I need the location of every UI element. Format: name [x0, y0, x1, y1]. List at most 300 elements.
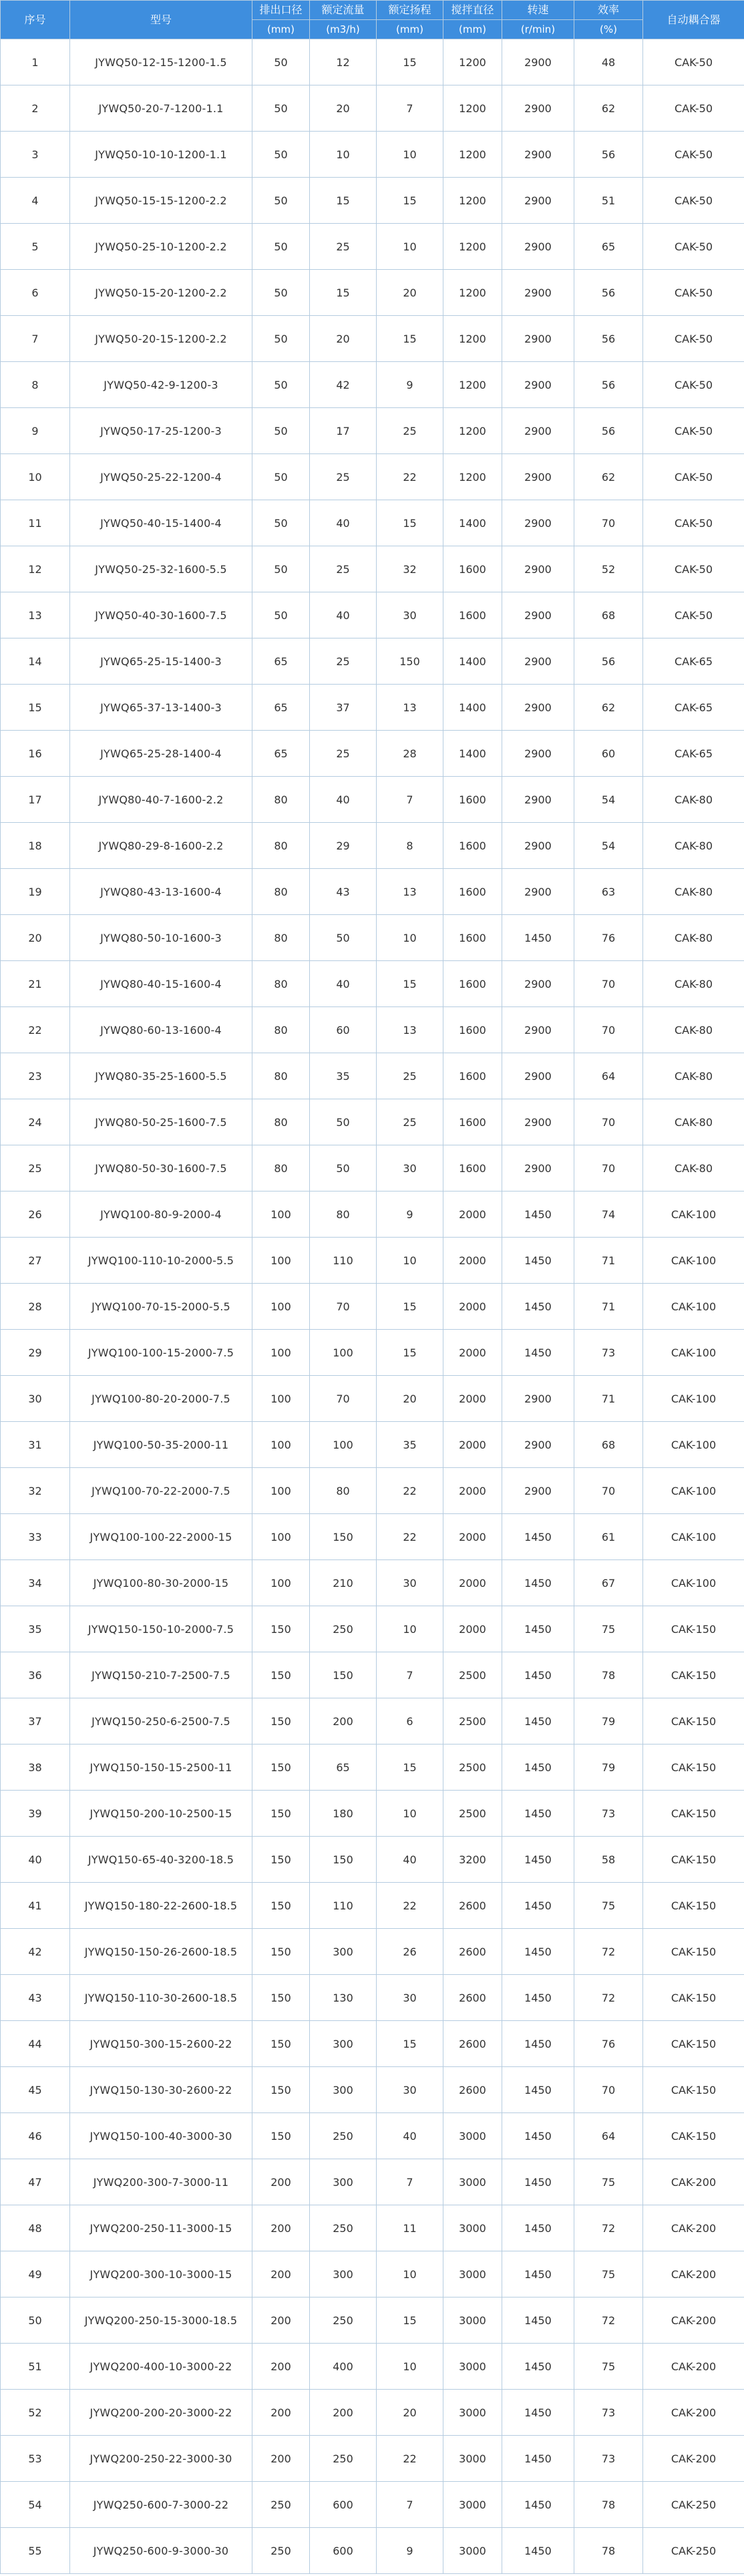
table-row	[1, 869, 744, 915]
cell-efficiency: 79	[574, 1744, 643, 1791]
cell-model: JYWQ100-80-30-2000-15	[70, 1560, 252, 1606]
cell-coupler: CAK-250	[643, 2482, 744, 2528]
table-row	[1, 2436, 744, 2482]
table-row	[1, 592, 744, 638]
cell-outlet: 80	[252, 823, 310, 869]
cell-outlet: 100	[252, 1468, 310, 1514]
cell-efficiency: 72	[574, 1929, 643, 1975]
cell-outlet: 50	[252, 408, 310, 454]
cell-index: 17	[1, 777, 70, 823]
cell-model: JYWQ150-65-40-3200-18.5	[70, 1837, 252, 1883]
cell-diameter: 2500	[443, 1652, 502, 1698]
cell-head: 28	[377, 731, 443, 777]
cell-index: 4	[1, 178, 70, 224]
cell-model: JYWQ100-100-15-2000-7.5	[70, 1330, 252, 1376]
cell-outlet: 150	[252, 1791, 310, 1837]
cell-index: 28	[1, 1284, 70, 1330]
cell-index: 18	[1, 823, 70, 869]
cell-efficiency: 56	[574, 638, 643, 685]
cell-model: JYWQ50-42-9-1200-3	[70, 362, 252, 408]
cell-index: 12	[1, 546, 70, 592]
table-row	[1, 1376, 744, 1422]
cell-flow: 40	[310, 961, 377, 1007]
cell-head: 150	[377, 638, 443, 685]
cell-index: 1	[1, 39, 70, 85]
cell-model: JYWQ150-100-40-3000-30	[70, 2113, 252, 2159]
cell-coupler: CAK-80	[643, 777, 744, 823]
cell-efficiency: 64	[574, 2113, 643, 2159]
cell-index: 11	[1, 500, 70, 546]
cell-head: 7	[377, 85, 443, 132]
cell-diameter: 1200	[443, 408, 502, 454]
cell-index: 50	[1, 2297, 70, 2344]
cell-head: 22	[377, 454, 443, 500]
cell-diameter: 1600	[443, 869, 502, 915]
cell-head: 9	[377, 1191, 443, 1238]
cell-flow: 110	[310, 1883, 377, 1929]
table-row	[1, 2528, 744, 2574]
cell-index: 21	[1, 961, 70, 1007]
cell-efficiency: 71	[574, 1376, 643, 1422]
cell-flow: 600	[310, 2528, 377, 2574]
cell-speed: 2900	[502, 85, 574, 132]
table-row	[1, 2205, 744, 2251]
cell-coupler: CAK-50	[643, 178, 744, 224]
cell-speed: 1450	[502, 2251, 574, 2297]
cell-model: JYWQ200-250-22-3000-30	[70, 2436, 252, 2482]
cell-flow: 40	[310, 500, 377, 546]
cell-diameter: 2000	[443, 1284, 502, 1330]
cell-outlet: 80	[252, 961, 310, 1007]
table-row	[1, 823, 744, 869]
cell-index: 23	[1, 1053, 70, 1099]
cell-flow: 250	[310, 2113, 377, 2159]
cell-coupler: CAK-150	[643, 1744, 744, 1791]
table-row	[1, 1422, 744, 1468]
cell-diameter: 1200	[443, 224, 502, 270]
cell-index: 47	[1, 2159, 70, 2205]
cell-efficiency: 67	[574, 1560, 643, 1606]
cell-model: JYWQ50-10-10-1200-1.1	[70, 132, 252, 178]
table-row	[1, 1145, 744, 1191]
cell-index: 22	[1, 1007, 70, 1053]
cell-outlet: 50	[252, 85, 310, 132]
cell-efficiency: 76	[574, 2021, 643, 2067]
cell-coupler: CAK-65	[643, 638, 744, 685]
table-row	[1, 731, 744, 777]
cell-diameter: 2000	[443, 1191, 502, 1238]
header-outlet-unit: (mm)	[252, 20, 310, 39]
cell-outlet: 50	[252, 362, 310, 408]
cell-index: 46	[1, 2113, 70, 2159]
cell-speed: 2900	[502, 270, 574, 316]
cell-index: 7	[1, 316, 70, 362]
cell-model: JYWQ100-50-35-2000-11	[70, 1422, 252, 1468]
cell-head: 13	[377, 1007, 443, 1053]
cell-model: JYWQ150-150-26-2600-18.5	[70, 1929, 252, 1975]
cell-efficiency: 72	[574, 1975, 643, 2021]
cell-outlet: 65	[252, 685, 310, 731]
cell-outlet: 50	[252, 500, 310, 546]
cell-model: JYWQ50-40-30-1600-7.5	[70, 592, 252, 638]
cell-diameter: 2500	[443, 1791, 502, 1837]
cell-outlet: 150	[252, 1744, 310, 1791]
cell-coupler: CAK-50	[643, 362, 744, 408]
cell-efficiency: 64	[574, 1053, 643, 1099]
cell-flow: 50	[310, 1099, 377, 1145]
cell-index: 39	[1, 1791, 70, 1837]
cell-model: JYWQ150-210-7-2500-7.5	[70, 1652, 252, 1698]
cell-speed: 1450	[502, 2528, 574, 2574]
cell-outlet: 65	[252, 638, 310, 685]
cell-diameter: 1200	[443, 454, 502, 500]
table-row	[1, 1606, 744, 1652]
cell-outlet: 50	[252, 592, 310, 638]
header-speed-unit: (r/min)	[502, 20, 574, 39]
cell-efficiency: 79	[574, 1698, 643, 1744]
cell-coupler: CAK-100	[643, 1238, 744, 1284]
cell-index: 8	[1, 362, 70, 408]
cell-head: 30	[377, 1560, 443, 1606]
cell-head: 30	[377, 2067, 443, 2113]
cell-head: 20	[377, 1376, 443, 1422]
cell-flow: 150	[310, 1837, 377, 1883]
cell-speed: 1450	[502, 2482, 574, 2528]
cell-outlet: 100	[252, 1376, 310, 1422]
cell-efficiency: 48	[574, 39, 643, 85]
cell-index: 32	[1, 1468, 70, 1514]
cell-model: JYWQ50-20-15-1200-2.2	[70, 316, 252, 362]
cell-flow: 60	[310, 1007, 377, 1053]
cell-head: 10	[377, 2344, 443, 2390]
table-row	[1, 1837, 744, 1883]
cell-flow: 200	[310, 1698, 377, 1744]
cell-speed: 2900	[502, 224, 574, 270]
cell-efficiency: 75	[574, 2344, 643, 2390]
cell-model: JYWQ80-60-13-1600-4	[70, 1007, 252, 1053]
table-row	[1, 1053, 744, 1099]
cell-model: JYWQ100-70-15-2000-5.5	[70, 1284, 252, 1330]
table-row	[1, 915, 744, 961]
cell-diameter: 3000	[443, 2297, 502, 2344]
header-head-unit: (mm)	[377, 20, 443, 39]
cell-head: 40	[377, 1837, 443, 1883]
header-index: 序号	[1, 1, 70, 39]
table-row	[1, 224, 744, 270]
cell-outlet: 50	[252, 546, 310, 592]
table-row	[1, 1007, 744, 1053]
cell-outlet: 80	[252, 1007, 310, 1053]
cell-diameter: 1600	[443, 592, 502, 638]
cell-diameter: 3000	[443, 2482, 502, 2528]
cell-head: 15	[377, 178, 443, 224]
cell-index: 52	[1, 2390, 70, 2436]
cell-diameter: 1200	[443, 85, 502, 132]
cell-flow: 150	[310, 1652, 377, 1698]
cell-coupler: CAK-200	[643, 2436, 744, 2482]
cell-efficiency: 75	[574, 2251, 643, 2297]
table-row	[1, 178, 744, 224]
cell-model: JYWQ80-40-15-1600-4	[70, 961, 252, 1007]
table-row	[1, 1791, 744, 1837]
cell-model: JYWQ100-110-10-2000-5.5	[70, 1238, 252, 1284]
cell-flow: 80	[310, 1191, 377, 1238]
table-row	[1, 1468, 744, 1514]
cell-diameter: 1600	[443, 961, 502, 1007]
cell-flow: 210	[310, 1560, 377, 1606]
cell-coupler: CAK-80	[643, 823, 744, 869]
cell-coupler: CAK-100	[643, 1560, 744, 1606]
cell-flow: 17	[310, 408, 377, 454]
cell-speed: 1450	[502, 2344, 574, 2390]
cell-outlet: 250	[252, 2482, 310, 2528]
cell-diameter: 2000	[443, 1514, 502, 1560]
cell-efficiency: 70	[574, 500, 643, 546]
cell-outlet: 80	[252, 915, 310, 961]
cell-speed: 2900	[502, 731, 574, 777]
cell-flow: 110	[310, 1238, 377, 1284]
cell-speed: 2900	[502, 408, 574, 454]
cell-index: 33	[1, 1514, 70, 1560]
cell-coupler: CAK-80	[643, 1145, 744, 1191]
header-flow: 额定流量	[310, 1, 377, 20]
table-row	[1, 1652, 744, 1698]
cell-coupler: CAK-150	[643, 1606, 744, 1652]
cell-diameter: 2600	[443, 1975, 502, 2021]
cell-outlet: 150	[252, 1698, 310, 1744]
cell-model: JYWQ80-35-25-1600-5.5	[70, 1053, 252, 1099]
cell-diameter: 2000	[443, 1560, 502, 1606]
table-body	[1, 39, 744, 2574]
cell-outlet: 150	[252, 2021, 310, 2067]
cell-head: 15	[377, 961, 443, 1007]
table-row	[1, 2344, 744, 2390]
table-row	[1, 1560, 744, 1606]
header-diameter-unit: (mm)	[443, 20, 502, 39]
cell-speed: 1450	[502, 1929, 574, 1975]
cell-flow: 130	[310, 1975, 377, 2021]
cell-speed: 1450	[502, 1514, 574, 1560]
cell-diameter: 1600	[443, 546, 502, 592]
cell-speed: 1450	[502, 1698, 574, 1744]
cell-outlet: 150	[252, 1837, 310, 1883]
cell-head: 10	[377, 1238, 443, 1284]
cell-efficiency: 73	[574, 1330, 643, 1376]
cell-flow: 15	[310, 178, 377, 224]
cell-coupler: CAK-150	[643, 1652, 744, 1698]
cell-model: JYWQ200-300-7-3000-11	[70, 2159, 252, 2205]
cell-diameter: 2000	[443, 1606, 502, 1652]
cell-efficiency: 65	[574, 224, 643, 270]
cell-coupler: CAK-200	[643, 2297, 744, 2344]
cell-coupler: CAK-150	[643, 1975, 744, 2021]
cell-coupler: CAK-80	[643, 1053, 744, 1099]
cell-model: JYWQ200-200-20-3000-22	[70, 2390, 252, 2436]
table-row	[1, 2251, 744, 2297]
cell-efficiency: 62	[574, 85, 643, 132]
cell-flow: 40	[310, 592, 377, 638]
cell-speed: 1450	[502, 2436, 574, 2482]
cell-model: JYWQ150-130-30-2600-22	[70, 2067, 252, 2113]
cell-model: JYWQ150-150-10-2000-7.5	[70, 1606, 252, 1652]
cell-diameter: 1200	[443, 316, 502, 362]
cell-model: JYWQ80-50-25-1600-7.5	[70, 1099, 252, 1145]
table-row	[1, 362, 744, 408]
table-row	[1, 500, 744, 546]
cell-flow: 70	[310, 1376, 377, 1422]
cell-index: 25	[1, 1145, 70, 1191]
cell-outlet: 200	[252, 2297, 310, 2344]
cell-head: 22	[377, 1883, 443, 1929]
cell-coupler: CAK-80	[643, 961, 744, 1007]
cell-flow: 50	[310, 915, 377, 961]
cell-coupler: CAK-150	[643, 2067, 744, 2113]
cell-diameter: 3200	[443, 1837, 502, 1883]
cell-coupler: CAK-150	[643, 1837, 744, 1883]
cell-efficiency: 58	[574, 1837, 643, 1883]
cell-efficiency: 70	[574, 961, 643, 1007]
cell-efficiency: 62	[574, 454, 643, 500]
table-row	[1, 1744, 744, 1791]
cell-efficiency: 56	[574, 316, 643, 362]
cell-coupler: CAK-150	[643, 2021, 744, 2067]
table-row	[1, 2067, 744, 2113]
cell-outlet: 100	[252, 1560, 310, 1606]
cell-model: JYWQ150-300-15-2600-22	[70, 2021, 252, 2067]
table-row	[1, 1284, 744, 1330]
table-row	[1, 2297, 744, 2344]
cell-outlet: 150	[252, 1975, 310, 2021]
cell-coupler: CAK-80	[643, 1007, 744, 1053]
cell-coupler: CAK-50	[643, 454, 744, 500]
cell-efficiency: 70	[574, 1007, 643, 1053]
cell-outlet: 65	[252, 731, 310, 777]
cell-model: JYWQ50-20-7-1200-1.1	[70, 85, 252, 132]
cell-index: 29	[1, 1330, 70, 1376]
cell-speed: 2900	[502, 961, 574, 1007]
cell-coupler: CAK-100	[643, 1191, 744, 1238]
cell-flow: 12	[310, 39, 377, 85]
cell-diameter: 1200	[443, 270, 502, 316]
cell-flow: 250	[310, 2297, 377, 2344]
cell-diameter: 3000	[443, 2436, 502, 2482]
table-row	[1, 1330, 744, 1376]
table-row	[1, 1929, 744, 1975]
cell-head: 32	[377, 546, 443, 592]
cell-diameter: 1600	[443, 1007, 502, 1053]
table-row	[1, 316, 744, 362]
cell-speed: 1450	[502, 1837, 574, 1883]
cell-outlet: 100	[252, 1284, 310, 1330]
table-row	[1, 2021, 744, 2067]
cell-index: 10	[1, 454, 70, 500]
cell-efficiency: 71	[574, 1284, 643, 1330]
cell-index: 16	[1, 731, 70, 777]
cell-coupler: CAK-150	[643, 1883, 744, 1929]
cell-outlet: 50	[252, 316, 310, 362]
cell-speed: 1450	[502, 1330, 574, 1376]
cell-index: 14	[1, 638, 70, 685]
cell-speed: 2900	[502, 39, 574, 85]
cell-head: 15	[377, 39, 443, 85]
cell-outlet: 50	[252, 132, 310, 178]
cell-efficiency: 62	[574, 685, 643, 731]
cell-head: 15	[377, 2297, 443, 2344]
cell-speed: 2900	[502, 638, 574, 685]
cell-head: 7	[377, 1652, 443, 1698]
cell-flow: 50	[310, 1145, 377, 1191]
cell-speed: 2900	[502, 316, 574, 362]
cell-outlet: 250	[252, 2528, 310, 2574]
cell-coupler: CAK-50	[643, 39, 744, 85]
cell-efficiency: 68	[574, 1422, 643, 1468]
cell-speed: 2900	[502, 132, 574, 178]
cell-index: 6	[1, 270, 70, 316]
header-efficiency-unit: (%)	[574, 20, 643, 39]
cell-coupler: CAK-50	[643, 546, 744, 592]
cell-index: 41	[1, 1883, 70, 1929]
cell-model: JYWQ200-400-10-3000-22	[70, 2344, 252, 2390]
cell-head: 26	[377, 1929, 443, 1975]
cell-efficiency: 54	[574, 823, 643, 869]
table-row	[1, 546, 744, 592]
cell-outlet: 150	[252, 2067, 310, 2113]
cell-speed: 1450	[502, 1191, 574, 1238]
cell-flow: 300	[310, 2067, 377, 2113]
table-row	[1, 2159, 744, 2205]
cell-efficiency: 68	[574, 592, 643, 638]
cell-index: 15	[1, 685, 70, 731]
cell-index: 27	[1, 1238, 70, 1284]
cell-flow: 100	[310, 1330, 377, 1376]
cell-index: 36	[1, 1652, 70, 1698]
cell-diameter: 1200	[443, 132, 502, 178]
header-outlet: 排出口径	[252, 1, 310, 20]
cell-index: 31	[1, 1422, 70, 1468]
table-row	[1, 1514, 744, 1560]
cell-coupler: CAK-50	[643, 408, 744, 454]
cell-efficiency: 75	[574, 2159, 643, 2205]
cell-speed: 1450	[502, 1975, 574, 2021]
cell-speed: 2900	[502, 1145, 574, 1191]
table-row	[1, 961, 744, 1007]
header-row-labels	[1, 1, 744, 20]
cell-speed: 1450	[502, 1791, 574, 1837]
cell-speed: 2900	[502, 1422, 574, 1468]
cell-efficiency: 78	[574, 2482, 643, 2528]
cell-coupler: CAK-50	[643, 132, 744, 178]
cell-efficiency: 63	[574, 869, 643, 915]
cell-coupler: CAK-150	[643, 2113, 744, 2159]
cell-efficiency: 78	[574, 1652, 643, 1698]
cell-speed: 2900	[502, 1007, 574, 1053]
cell-outlet: 100	[252, 1422, 310, 1468]
cell-efficiency: 70	[574, 1468, 643, 1514]
cell-model: JYWQ80-43-13-1600-4	[70, 869, 252, 915]
cell-model: JYWQ200-250-11-3000-15	[70, 2205, 252, 2251]
cell-speed: 2900	[502, 1376, 574, 1422]
cell-coupler: CAK-200	[643, 2205, 744, 2251]
cell-efficiency: 73	[574, 2436, 643, 2482]
cell-model: JYWQ200-300-10-3000-15	[70, 2251, 252, 2297]
cell-efficiency: 74	[574, 1191, 643, 1238]
cell-model: JYWQ50-15-20-1200-2.2	[70, 270, 252, 316]
header-model: 型号	[70, 1, 252, 39]
cell-coupler: CAK-150	[643, 1698, 744, 1744]
cell-coupler: CAK-100	[643, 1514, 744, 1560]
cell-model: JYWQ80-50-30-1600-7.5	[70, 1145, 252, 1191]
table-row	[1, 1099, 744, 1145]
